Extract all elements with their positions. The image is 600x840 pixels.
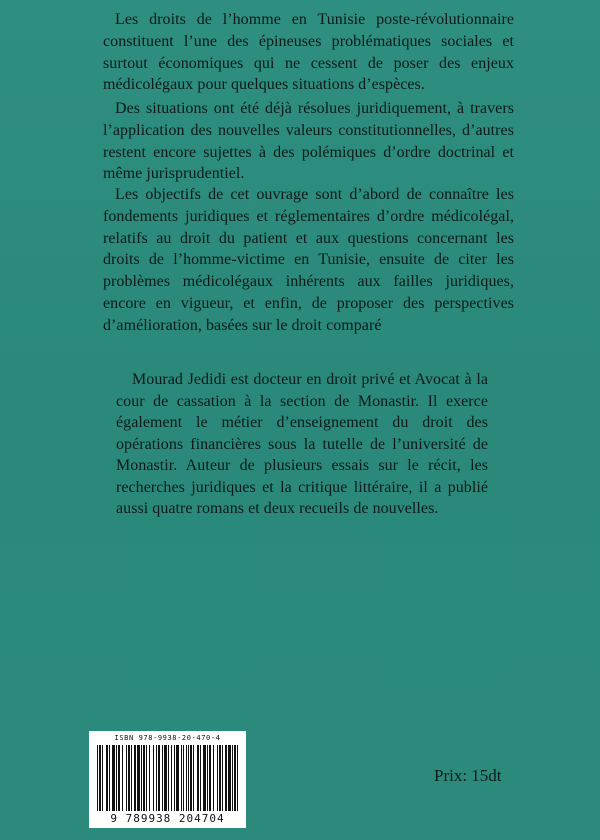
barcode-bar [112,745,115,811]
barcode-bar [237,745,238,811]
barcode-bar [97,745,98,811]
barcode-bar [164,745,167,811]
barcode-bar [131,745,132,811]
barcode-digits: 9 789938 204704 [110,812,225,825]
summary-paragraph-2: Des situations ont été déjà résolues juridiquement, à travers l’application des nouvelles valeurs constitutionnelles, d’autres restent encore sujettes à des polémiques d’ordre doctrinal et même jurisprudentiel. [103,100,514,183]
barcode-bar [109,745,110,811]
barcode-bar [106,745,108,811]
barcode-bar [122,745,123,811]
author-bio: Mourad Jedidi est docteur en droit privé et Avocat à la cour de cassation à la section de Monastir. Il exerce également le métier d’enseignement du droit des opérations financières sous la tutelle de l’université de Monastir. Auteur de plusieurs essais sur le récit, les recherches juridiques et la critique littéraire, il a publié aussi quatre romans et deux recueils de nouvelles. [116,371,488,517]
barcode-bar [134,745,136,811]
summary-paragraph-1: Les droits de l’homme en Tunisie poste-révolutionnaire constituent l’une des épineuses problématiques sociales et surtout économiques qui ne cessent de poser des enjeux médicolégaux pour quelques situations d’espèces. [103,11,514,94]
barcode-bar [118,745,120,811]
barcode-bar [225,745,227,811]
barcode-bar [213,745,214,811]
barcode-bar [219,745,221,811]
barcode-bar [183,745,184,811]
barcode-icon [97,745,238,811]
barcode-bar [217,745,218,811]
barcode-bar [174,745,175,811]
barcode-bar [190,745,192,811]
barcode-bar [143,745,145,811]
barcode-bar [222,745,223,811]
barcode-bar [153,745,154,811]
barcode-bar [232,745,233,811]
isbn-label: ISBN 978-9938-20-470-4 [114,734,221,742]
summary-paragraph-3: Les objectifs de cet ouvrage sont d’abord de connaître les fondements juridiques et réglementaires d’ordre médicolégal, relatifs au droit du patient et aux questions concernant les droits de l’homme-victime en Tunisie, ensuite de citer les problèmes médicolégaux inhérents aux failles juridiques, encore en vigueur, et enfin, de proposer des perspectives d’amélioration, basées sur le droit comparé [103,186,514,334]
barcode-bar [234,745,236,811]
barcode-bar [171,745,172,811]
barcode-bar [116,745,117,811]
barcode-bar [181,745,182,811]
barcode-bar [99,745,101,811]
barcode-bar [176,745,179,811]
barcode-bar [146,745,147,811]
barcode-bar [207,745,208,811]
isbn-barcode [89,731,246,828]
barcode-bar [158,745,160,811]
barcode-bar [141,745,142,811]
barcode-bar [186,745,187,811]
barcode-bar [156,745,157,811]
barcode-bar [126,745,127,811]
barcode-bar [209,745,211,811]
barcode-bar [188,745,189,811]
barcode-bar [193,745,194,811]
barcode-bar [102,745,103,811]
barcode-bar [128,745,130,811]
barcode-bar [203,745,206,811]
barcode-bar [168,745,169,811]
barcode-bar [137,745,140,811]
barcode-bar [197,745,199,811]
barcode-bar [200,745,201,811]
barcode-bar [149,745,150,811]
barcode-bar [228,745,231,811]
price-label: Prix: 15dt [434,766,502,785]
barcode-bar [162,745,163,811]
